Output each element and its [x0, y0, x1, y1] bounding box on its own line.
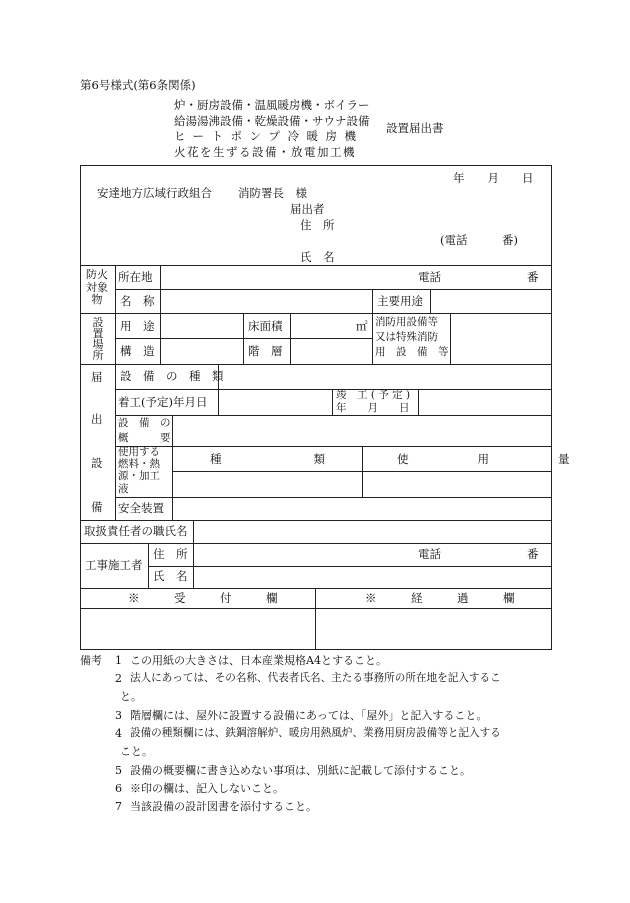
floor-area-label: 床面積 — [248, 319, 283, 333]
col-place-area-label — [243, 313, 244, 364]
form-title-suffix: 設置届出書 — [386, 121, 444, 135]
col-place-value — [160, 313, 161, 364]
note-4-num: 4 — [115, 727, 122, 740]
notif-char-4: 備 — [91, 500, 103, 514]
note-7-text: 当該設備の設計図書を添付すること。 — [130, 800, 317, 813]
fuel-label-2: 燃料・熱 — [118, 458, 160, 470]
notif-char-2: 出 — [91, 412, 103, 426]
applicant-address-label: 住 所 — [300, 218, 335, 232]
col-place-equip-value — [450, 313, 451, 364]
contractor-phone-ban: 番 — [527, 547, 539, 561]
title-line-2: 給湯湯沸設備・乾燥設備・サウナ設備 — [174, 113, 370, 128]
fuel-label-3: 源・加工 — [118, 470, 160, 482]
col-manager — [193, 520, 194, 543]
note-7-num: 7 — [115, 800, 122, 813]
fuel-label-1: 使用する — [118, 446, 160, 458]
col-notif-completion — [332, 389, 333, 415]
col-main-use-label — [372, 289, 373, 313]
target-phone-label: 電話 — [418, 270, 441, 284]
equipment-label-3: 用 設 備 等 — [375, 346, 449, 358]
contractor-address-label: 住 所 — [153, 547, 188, 561]
manager-label: 取扱責任者の職氏名 — [84, 524, 188, 538]
note-2-num: 2 — [115, 672, 122, 685]
target-phone-ban: 番 — [527, 270, 539, 284]
rule-target-bottom — [80, 313, 552, 314]
col-place-equip-label — [372, 313, 373, 364]
recipient-org: 安達地方広域行政組合 — [97, 186, 212, 200]
note-1-text: この用紙の大きさは、日本産業規格A4とすること。 — [130, 654, 387, 667]
equipment-label-2: 又は特殊消防 — [375, 331, 438, 343]
col-reception-progress — [315, 588, 316, 650]
rule-place-bottom — [80, 364, 552, 365]
note-6-text: ※印の欄は、記入しないこと。 — [130, 782, 284, 795]
note-3-text: 階層欄には、屋外に設置する設備にあっては、「屋外」と記入すること。 — [130, 709, 488, 722]
fuel-label-4: 液 — [118, 483, 129, 495]
overview-label-2: 概 要 — [118, 432, 171, 444]
rule-notif-2 — [115, 415, 552, 416]
col-contractor-value — [193, 543, 194, 588]
note-4-text: 設備の種類欄には、鉄鋼溶解炉、暖房用熱風炉、業務用厨房設備等と記入する — [130, 727, 501, 739]
title-line-4: 火花を生ずる設備・放電加工機 — [174, 144, 356, 159]
location-label: 所在地 — [118, 270, 153, 284]
col-place-area-value — [290, 313, 291, 364]
fuel-kind-header: 種 類 — [210, 452, 325, 466]
note-2-text-cont: と。 — [120, 690, 142, 703]
main-use-label: 主要用途 — [377, 294, 423, 308]
col-fuel-kind-usage — [362, 446, 363, 497]
target-name-label: 名 称 — [120, 294, 155, 308]
target-label: 防火対象物 — [86, 268, 108, 306]
floor-label: 階 層 — [248, 344, 283, 358]
overview-label-1: 設 備 の — [118, 417, 171, 429]
completion-label-2: 年 月 日 — [336, 402, 410, 414]
contractor-label: 工事施工者 — [85, 558, 143, 572]
structure-label: 構 造 — [120, 344, 155, 358]
contractor-name-label: 氏 名 — [153, 569, 188, 583]
equipment-label-1: 消防用設備等 — [375, 316, 438, 328]
rule-reception-header — [80, 608, 552, 609]
completion-label-1: 竣 工 ( 予 定 ) — [336, 389, 411, 401]
place-use-label: 用 途 — [120, 319, 155, 333]
title-line-3: ヒートポンプ冷暖房機 — [174, 129, 364, 143]
reception-header: ※ 受 付 欄 — [128, 591, 278, 605]
form-title-lines — [174, 100, 370, 162]
fuel-usage-header: 使 用 量 — [397, 452, 570, 466]
sqm-unit: ㎡ — [356, 319, 368, 333]
note-3-num: 3 — [115, 709, 122, 722]
note-2-text: 法人にあっては、その名称、代表者氏名、主たる事務所の所在地を記入するこ — [130, 672, 501, 684]
col-target-value — [160, 265, 161, 313]
col-notif-completion-value — [418, 389, 419, 415]
note-4-text-cont: こと。 — [120, 745, 153, 758]
rule-notif-3 — [115, 446, 552, 447]
applicant-label: 届出者 — [290, 202, 325, 216]
rule-contractor-mid — [148, 566, 552, 567]
form-number: 第6号様式(第6条関係) — [80, 78, 196, 92]
notif-char-3: 設 — [91, 456, 103, 470]
notif-char-1: 届 — [91, 370, 103, 384]
note-6-num: 6 — [115, 782, 122, 795]
rule-notif-5 — [115, 497, 552, 498]
rule-contractor-bottom — [80, 588, 552, 589]
rule-top — [80, 265, 552, 266]
note-1-num: 1 — [115, 654, 122, 667]
note-5-text: 設備の概要欄に書き込めない事項は、別紙に記載して添付すること。 — [130, 764, 471, 777]
col-left — [115, 265, 116, 520]
col-main-use-value — [430, 289, 431, 313]
col-contractor-label — [148, 543, 149, 588]
note-5-num: 5 — [115, 764, 122, 777]
start-date-label: 着工(予定)年月日 — [118, 395, 208, 409]
recipient-title: 消防署長 様 — [238, 186, 307, 200]
col-notif-sub — [172, 415, 173, 520]
applicant-name-label: 氏 名 — [300, 250, 335, 264]
equipment-type-label: 設 備 の 種 類 — [120, 369, 224, 383]
rule-target-mid — [115, 289, 552, 290]
title-line-1: 炉・厨房設備・温風暖房機・ボイラー — [174, 98, 370, 112]
rule-notif-bottom — [80, 520, 552, 521]
progress-header: ※ 経 過 欄 — [365, 591, 515, 605]
rule-manager-bottom — [80, 543, 552, 544]
place-label: 設置場所 — [92, 316, 104, 362]
rule-notif-1 — [115, 389, 552, 390]
safety-label: 安全装置 — [118, 501, 164, 515]
applicant-phone-field[interactable]: (電話 番) — [440, 233, 518, 247]
date-field[interactable]: 年 月 日 — [453, 171, 534, 185]
notes-label: 備考 — [80, 654, 102, 667]
contractor-phone-label: 電話 — [418, 547, 441, 561]
